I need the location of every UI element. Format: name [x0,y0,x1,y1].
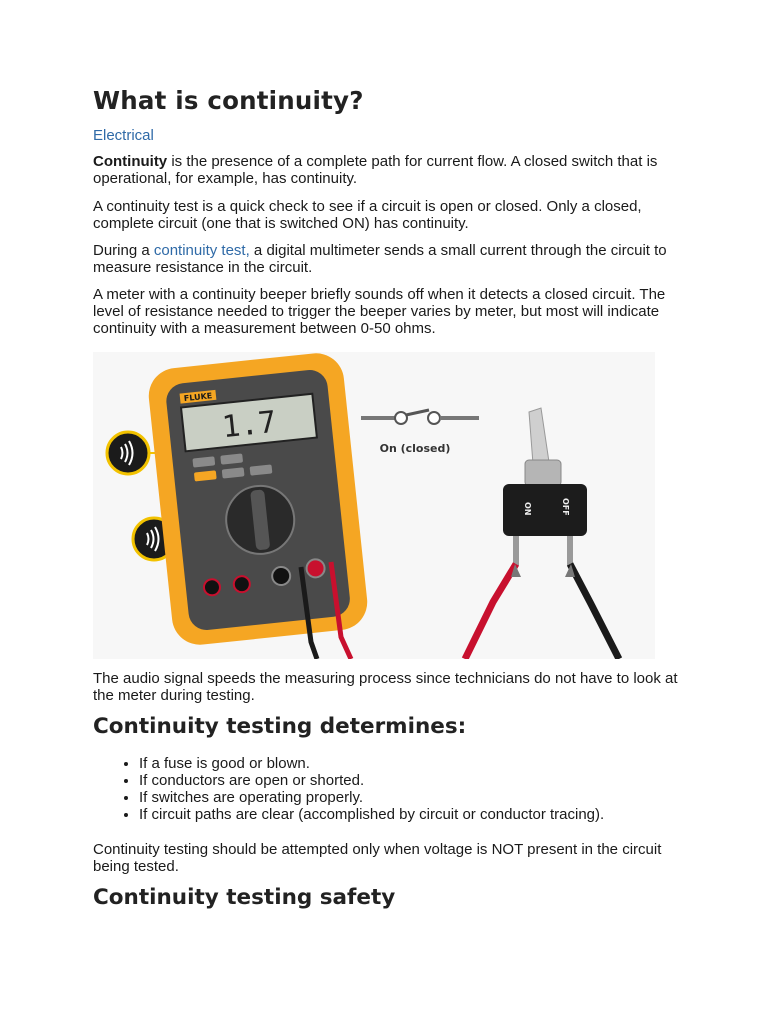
paragraph-voltage-warning: Continuity testing should be attempted only when voltage is NOT present in the circuit being tested. [93,841,662,875]
beeper-icon [107,432,149,474]
paragraph-definition [93,153,678,187]
toggle-off-label: OFF [561,498,570,516]
list-item: • If a fuse is good or blown. [139,755,604,772]
paragraph-audio: The audio signal speeds the measuring process since technicians do not have to look at the meter during testing. [93,670,678,704]
heading-safety: Continuity testing safety [93,885,396,910]
category-link[interactable]: Electrical [93,127,154,144]
list-item: • If circuit paths are clear (accomplished by circuit or conductor tracing). [139,806,604,823]
paragraph-beeper: A meter with a continuity beeper briefly sounds off when it detects a closed circuit. The level of resistance needed to trigger the beeper varies by meter, but most will indicate continuity with a measurement between 0-50 ohms. [93,286,666,337]
meter-reading: 1.7 [220,404,278,446]
toggle-switch-illustration [465,408,619,659]
paragraph-dmm [93,242,678,276]
list-item: • If switches are operating properly. [139,789,604,806]
heading-determines: Continuity testing determines: [93,714,467,739]
figure-illustration [93,352,655,659]
multimeter-illustration [146,352,370,659]
determines-list [93,755,604,823]
list-item: • If conductors are open or shorted. [139,772,604,789]
meter-brand: FLUKE [183,391,213,404]
page-title: What is continuity? [93,86,364,115]
switch-symbol [361,410,479,455]
continuity-test-link[interactable]: continuity test, [153,242,250,259]
term-continuity: Continuity [93,153,168,170]
toggle-on-label: ON [523,502,532,516]
paragraph-test: A continuity test is a quick check to see if a circuit is open or closed. Only a closed, complete circuit (one that is switched ON) has continuity. [93,198,642,232]
continuity-figure [93,352,655,659]
definition-text: is the presence of a complete path for current flow. A closed switch that is operational, for example, has continuity. [93,153,658,187]
dmm-text-before: During a [93,242,154,259]
dmm-text-after: a digital multimeter sends a small current through the circuit to measure resistance in the circuit. [93,242,667,276]
switch-caption: On (closed) [379,442,451,455]
